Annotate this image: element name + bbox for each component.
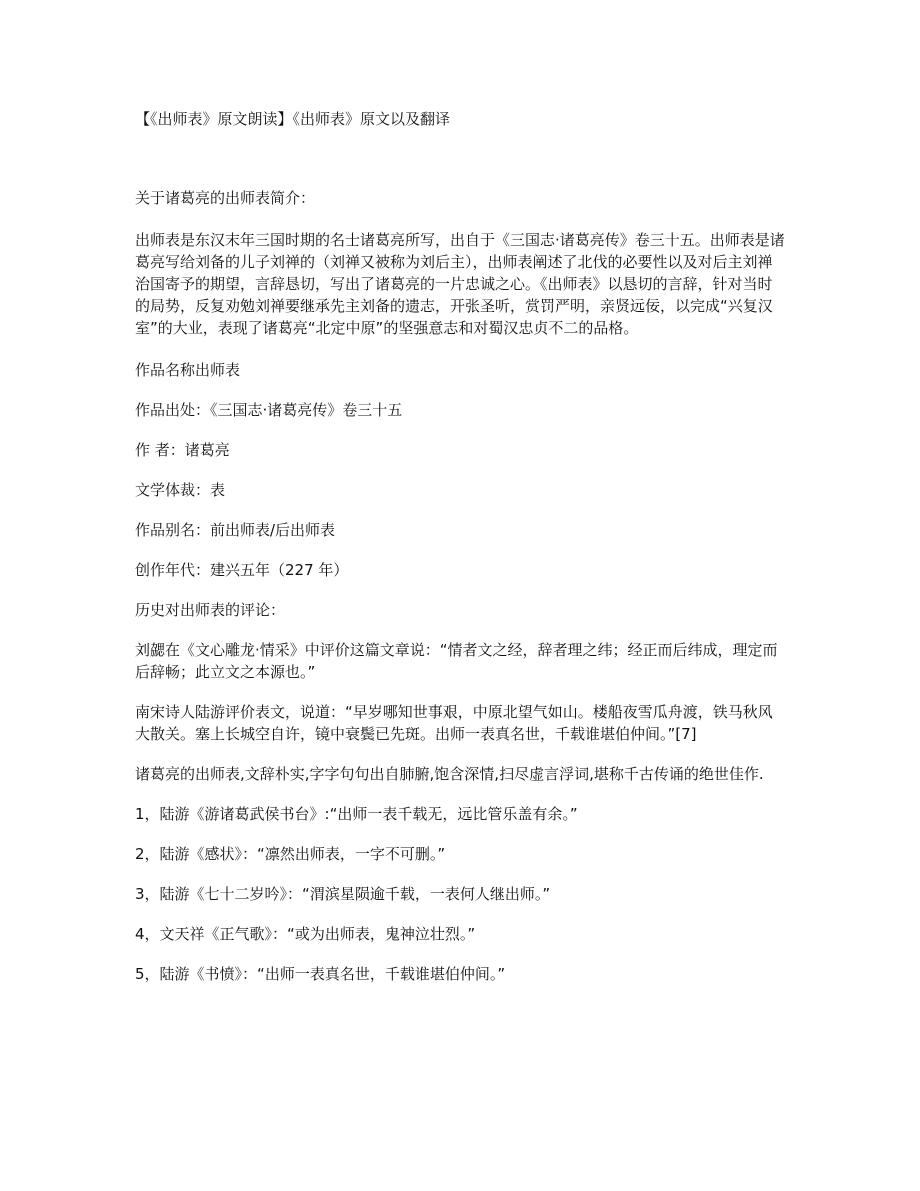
comment-luyou: 南宋诗人陆游评价表文，说道：“早岁哪知世事艰，中原北望气如山。楼船夜雪瓜舟渡，铁马秋风大散关。塞上长城空自许，镜中衰鬓已先斑。出师一表真名世，千载谁堪伯仲间。”[7] [135,703,773,743]
info-comments-heading: 历史对出师表的评论： [135,601,286,619]
info-author: 作 者：诸葛亮 [135,441,230,459]
document-title: 【《出师表》原文朗读】《出师表》原文以及翻译 [135,110,451,128]
document-page [135,108,785,1003]
info-alias: 作品别名：前出师表/后出师表 [135,521,336,539]
info-source: 作品出处：《三国志·诸葛亮传》卷三十五 [135,401,403,419]
comment-general: 诸葛亮的出师表,文辞朴实,字字句句出自肺腑,饱含深情,扫尽虚言浮词,堪称千古传诵的绝世佳作. [135,765,764,783]
quote-item: 4，文天祥《正气歌》：“或为出师表，鬼神泣壮烈。” [135,925,476,943]
intro-heading: 关于诸葛亮的出师表简介： [135,189,316,207]
info-work-name: 作品名称出师表 [135,361,241,379]
quote-item: 1，陆游《游诸葛武侯书台》:“出师一表千载无，远比管乐盖有余。” [135,805,578,823]
quote-item: 2，陆游《感状》：“凛然出师表，一字不可删。” [135,845,446,863]
comment-liuxie: 刘勰在《文心雕龙·情采》中评价这篇文章说：“情者文之经，辞者理之纬；经正而后纬成，理定而后辞畅；此立文之本源也。” [135,641,778,681]
info-genre: 文学体裁：表 [135,481,226,499]
summary-paragraph: 出师表是东汉末年三国时期的名士诸葛亮所写，出自于《三国志·诸葛亮传》卷三十五。出师表是诸葛亮写给刘备的儿子刘禅的（刘禅又被称为刘后主），出师表阐述了北伐的必要性以及对后主刘禅治国寄予的期望，言辞恳切，写出了诸葛亮的一片忠诚之心。《出师表》以恳切的言辞，针对当时的局势，反复劝勉刘禅要继承先主刘备的遗志，开张圣听，赏罚严明，亲贤远佞，以完成“兴复汉室”的大业，表现了诸葛亮“北定中原”的坚强意志和对蜀汉忠贞不二的品格。 [135,231,785,337]
quote-item: 3，陆游《七十二岁吟》：“渭滨星陨逾千载，一表何人继出师。” [135,885,551,903]
info-year: 创作年代：建兴五年（227 年） [135,561,349,579]
quote-item: 5，陆游《书愤》：“出师一表真名世，千载谁堪伯仲间。” [135,965,506,983]
